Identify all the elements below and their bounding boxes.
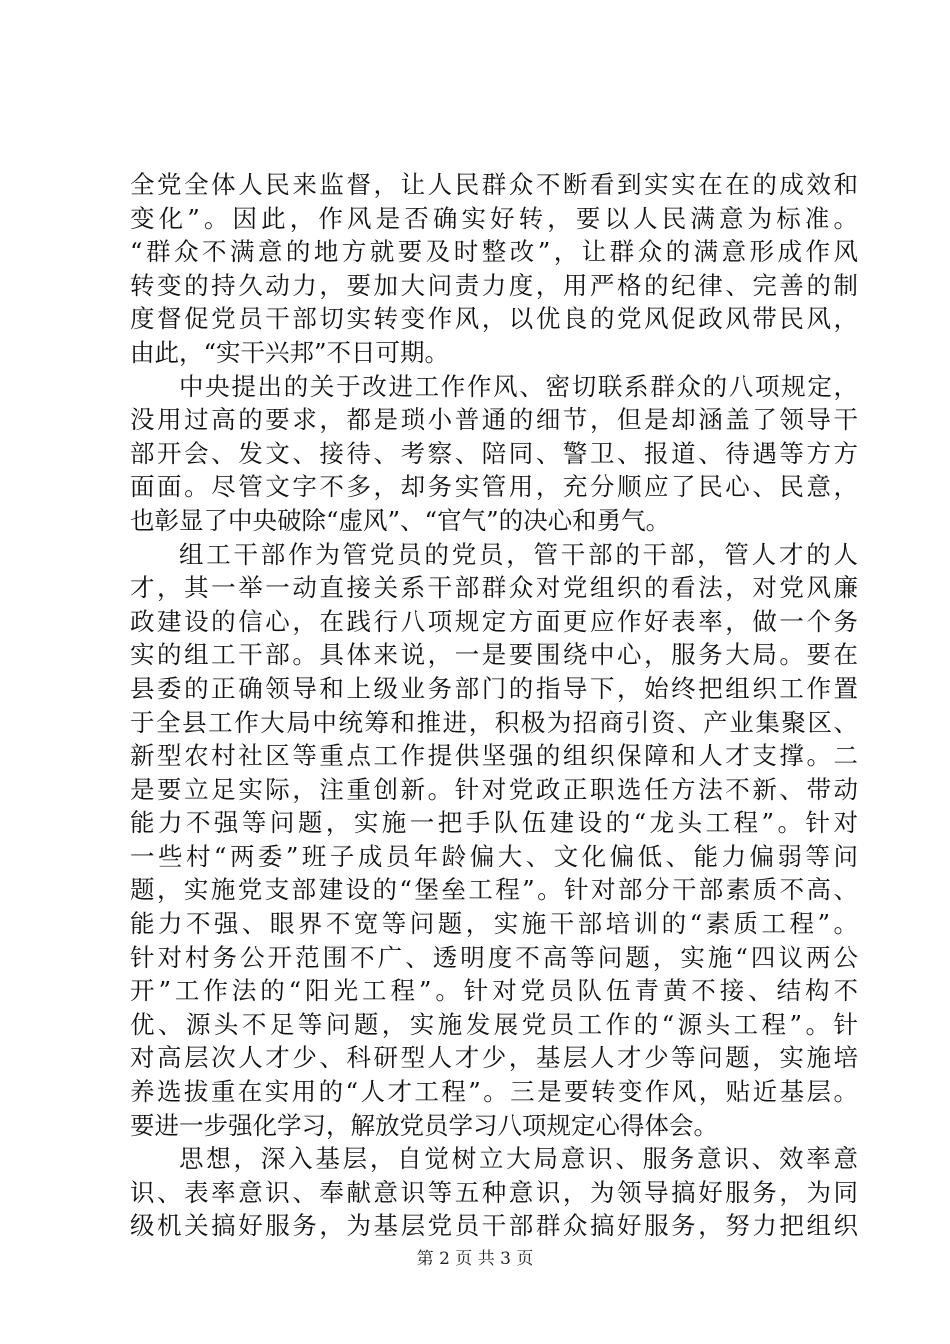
text-line: 要进一步强化学习，解放党员学习八项规定心得体会。 [130,1110,718,1140]
text-line: 思想，深入基层，自觉树立大局意识、服务意识、效率意 [179,1144,858,1174]
text-line: 新型农村社区等重点工作提供坚强的组织保障和人才支撑。二 [130,741,858,771]
text-line: 优、源头不足等问题，实施发展党员工作的“源头工程”。针 [130,1009,858,1039]
text-line: 识、表率意识、奉献意识等五种意识，为领导搞好服务，为同 [130,1177,858,1207]
text-line: 开”工作法的“阳光工程”。针对党员队伍青黄不接、结构不 [130,976,858,1006]
text-line: 养选拔重在实用的“人才工程”。三是要转变作风，贴近基层。 [130,1077,858,1107]
text-line: 由此，“实干兴邦”不日可期。 [130,337,450,367]
text-line: 是要立足实际，注重创新。针对党政正职选任方法不新、带动 [130,774,858,804]
text-line: 能力不强等问题，实施一把手队伍建设的“龙头工程”。针对 [130,808,858,838]
text-line: 中央提出的关于改进工作作风、密切联系群众的八项规定， [179,371,858,401]
page-footer: 第 2 页 共 3 页 [416,1249,534,1269]
text-line: “群众不满意的地方就要及时整改”，让群众的满意形成作风 [130,237,858,267]
text-line: 部开会、发文、接待、考察、陪同、警卫、报道、待遇等方方 [130,438,858,468]
text-line: 变化”。因此，作风是否确实好转，要以人民满意为标准。 [130,203,858,233]
text-line: 转变的持久动力，要加大问责力度，用严格的纪律、完善的制 [130,270,858,300]
text-line: 于全县工作大局中统筹和推进，积极为招商引资、产业集聚区、 [130,707,858,737]
text-line: 能力不强、眼界不宽等问题，实施干部培训的“素质工程”。 [130,909,858,939]
text-line: 全党全体人民来监督，让人民群众不断看到实实在在的成效和 [130,170,858,199]
text-line: 也彰显了中央破除“虚风”、“官气”的决心和勇气。 [130,505,671,535]
text-line: 县委的正确领导和上级业务部门的指导下，始终把组织工作置 [130,673,858,703]
text-line: 才，其一举一动直接关系干部群众对党组织的看法，对党风廉 [130,573,858,603]
text-line: 题，实施党支部建设的“堡垒工程”。针对部分干部素质不高、 [130,875,858,905]
text-line: 级机关搞好服务，为基层党员干部群众搞好服务，努力把组织 [130,1211,858,1241]
text-line: 一些村“两委”班子成员年龄偏大、文化偏低、能力偏弱等问 [130,841,858,871]
document-body [130,168,858,1243]
text-line: 组工干部作为管党员的党员，管干部的干部，管人才的人 [179,539,858,569]
text-line: 度督促党员干部切实转变作风，以优良的党风促政风带民风， [130,304,858,334]
text-line: 针对村务公开范围不广、透明度不高等问题，实施“四议两公 [130,942,858,972]
text-line: 面面。尽管文字不多，却务实管用，充分顺应了民心、民意， [130,472,858,502]
text-line: 政建设的信心，在践行八项规定方面更应作好表率，做一个务 [130,606,858,636]
text-line: 实的组工干部。具体来说，一是要围绕中心，服务大局。要在 [130,640,858,670]
text-line: 没用过高的要求，都是琐小普通的细节，但是却涵盖了领导干 [130,405,858,435]
text-line: 对高层次人才少、科研型人才少，基层人才少等问题，实施培 [130,1043,858,1073]
